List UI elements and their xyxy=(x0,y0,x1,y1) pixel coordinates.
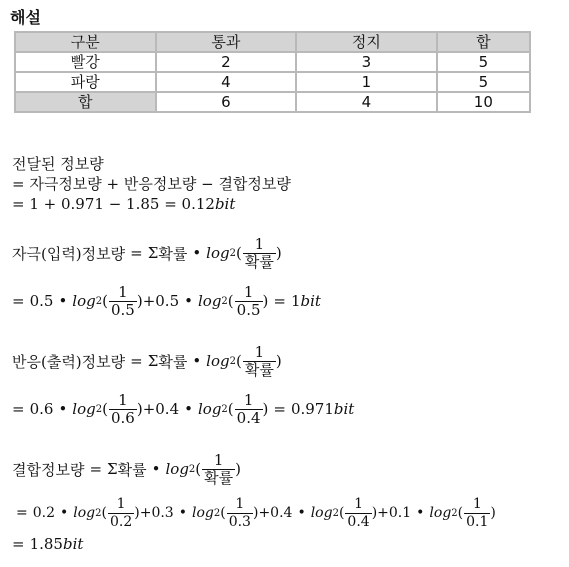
fraction-numerator: 1 xyxy=(118,282,128,301)
table-cell: 2 xyxy=(157,53,296,71)
coefficient: 0.3 xyxy=(151,505,174,521)
table-cell: 파랑 xyxy=(16,73,155,91)
header-cell: 합 xyxy=(438,33,529,51)
dot-operator: • xyxy=(192,352,202,370)
fraction-numerator: 1 xyxy=(213,450,224,469)
table-cell: 합 xyxy=(16,93,155,111)
log-function: log xyxy=(197,400,222,418)
fraction xyxy=(108,496,134,531)
fraction-denominator: 0.1 xyxy=(466,513,489,530)
dot-operator: • xyxy=(58,292,68,310)
left-paren: ( xyxy=(220,505,226,521)
fraction xyxy=(345,496,371,531)
response-info-block xyxy=(12,340,354,430)
table-cell: 4 xyxy=(297,93,436,111)
table-cell: 3 xyxy=(297,53,436,71)
left-paren: ( xyxy=(235,352,242,370)
left-paren: ( xyxy=(102,400,108,418)
coefficient: 0.6 xyxy=(29,400,54,418)
dot-operator: • xyxy=(60,505,69,521)
fraction-numerator: 1 xyxy=(254,342,265,361)
dot-operator: • xyxy=(178,505,187,521)
table-cell: 5 xyxy=(438,53,529,71)
plus-sign: + xyxy=(377,505,389,521)
log-function: log xyxy=(429,505,452,521)
log-function: log xyxy=(206,244,230,262)
log-base: 2 xyxy=(229,355,236,367)
response-label: 반응(출력)정보량 xyxy=(12,352,126,371)
fraction xyxy=(227,496,253,531)
left-paren: ( xyxy=(102,292,108,310)
log-base: 2 xyxy=(95,403,103,415)
bit-unit: bit xyxy=(333,400,355,418)
equals-sign: = xyxy=(12,400,25,418)
left-paren: ( xyxy=(101,505,107,521)
stimulus-calc-line xyxy=(12,280,321,322)
fraction-denominator: 0.4 xyxy=(347,513,370,530)
right-paren: ) xyxy=(275,244,282,262)
log-base: 2 xyxy=(221,403,228,415)
coefficient: 0.4 xyxy=(155,400,180,418)
plus-sign: + xyxy=(258,505,271,521)
transmitted-info-title: 전달된 정보량 xyxy=(12,155,104,173)
dot-operator: • xyxy=(184,400,193,418)
joint-calc-line xyxy=(16,492,496,534)
stimulus-info-block xyxy=(12,232,321,322)
dot-operator: • xyxy=(192,244,202,262)
right-paren: ) xyxy=(275,352,282,370)
response-result: 0.971 xyxy=(290,400,334,418)
fraction-denominator: 0.5 xyxy=(236,300,261,319)
fraction-denominator: 확률 xyxy=(244,252,274,271)
transmitted-info-calc: = 1 + 0.971 − 1.85 = 0.12 xyxy=(12,195,215,213)
dot-operator: • xyxy=(151,460,161,478)
left-paren: ( xyxy=(227,292,234,310)
probability-label: 확률 xyxy=(158,244,188,263)
fraction xyxy=(235,284,263,319)
fraction-denominator: 0.5 xyxy=(110,300,135,319)
log-function: log xyxy=(72,400,96,418)
coefficient: 0.5 xyxy=(155,292,180,310)
plus-sign: + xyxy=(142,292,156,310)
right-paren: ) xyxy=(262,400,269,418)
stimulus-result: 1 xyxy=(290,292,301,310)
right-paren: ) xyxy=(262,292,269,310)
log-function: log xyxy=(197,292,222,310)
joint-info-block xyxy=(12,448,496,554)
joint-result-line xyxy=(12,534,496,554)
sigma-symbol: Σ xyxy=(107,460,118,478)
header-cell: 통과 xyxy=(157,33,296,51)
data-table xyxy=(14,31,531,113)
fraction xyxy=(243,344,276,379)
joint-result: 1.85 xyxy=(29,535,63,553)
log-base: 2 xyxy=(188,463,196,475)
table-row xyxy=(16,93,529,111)
sigma-symbol: Σ xyxy=(147,352,159,370)
log-base: 2 xyxy=(95,295,103,307)
fraction-numerator: 1 xyxy=(235,495,245,512)
equals-sign: = xyxy=(130,244,143,262)
equals-sign: = xyxy=(12,535,25,553)
log-function: log xyxy=(72,292,96,310)
stimulus-label: 자극(입력)정보량 xyxy=(12,244,126,263)
fraction-denominator: 확률 xyxy=(204,468,234,487)
header-cell: 구분 xyxy=(16,33,155,51)
probability-label: 확률 xyxy=(158,352,188,371)
equals-sign: = xyxy=(130,352,143,370)
joint-formula-line xyxy=(12,448,496,490)
fraction xyxy=(235,392,263,427)
fraction-numerator: 1 xyxy=(243,390,254,409)
bit-unit: bit xyxy=(62,535,84,553)
fraction-denominator: 0.6 xyxy=(110,408,135,427)
fraction xyxy=(202,452,235,487)
fraction xyxy=(109,284,137,319)
transmitted-info-block xyxy=(12,154,291,214)
log-base: 2 xyxy=(451,507,458,519)
fraction xyxy=(109,392,137,427)
equals-sign: = xyxy=(273,292,286,310)
fraction xyxy=(243,236,276,271)
equals-sign: = xyxy=(16,505,28,521)
table-cell: 6 xyxy=(157,93,296,111)
log-base: 2 xyxy=(332,507,339,519)
fraction xyxy=(464,496,490,531)
table-cell: 10 xyxy=(438,93,529,111)
log-base: 2 xyxy=(213,507,221,519)
joint-label: 결합정보량 xyxy=(12,460,85,479)
log-base: 2 xyxy=(95,507,102,519)
dot-operator: • xyxy=(297,505,306,521)
fraction-denominator: 0.4 xyxy=(236,408,261,427)
log-function: log xyxy=(165,460,189,478)
plus-sign: + xyxy=(142,400,156,418)
sigma-symbol: Σ xyxy=(147,244,159,262)
left-paren: ( xyxy=(457,505,464,521)
response-formula-line xyxy=(12,340,354,382)
response-calc-line xyxy=(12,388,354,430)
right-paren: ) xyxy=(490,505,496,521)
dot-operator: • xyxy=(58,400,68,418)
coefficient: 0.4 xyxy=(270,505,293,521)
coefficient: 0.2 xyxy=(32,505,55,521)
table-row xyxy=(16,53,529,71)
coefficient: 0.1 xyxy=(388,505,412,521)
log-function: log xyxy=(206,352,230,370)
transmitted-info-formula: = 자극정보량 + 반응정보량 − 결합정보량 xyxy=(12,175,291,193)
left-paren: ( xyxy=(235,244,242,262)
equals-sign: = xyxy=(273,400,286,418)
fraction-denominator: 0.3 xyxy=(228,513,251,530)
fraction-numerator: 1 xyxy=(116,495,126,512)
section-title: 해설 xyxy=(10,8,41,27)
fraction-numerator: 1 xyxy=(354,495,364,512)
table-cell: 빨강 xyxy=(16,53,155,71)
left-paren: ( xyxy=(227,400,234,418)
right-paren: ) xyxy=(136,400,143,418)
table-cell: 5 xyxy=(438,73,529,91)
right-paren: ) xyxy=(134,505,140,521)
table-header-row xyxy=(16,33,529,51)
table-row xyxy=(16,73,529,91)
equals-sign: = xyxy=(89,460,103,478)
right-paren: ) xyxy=(136,292,143,310)
right-paren: ) xyxy=(371,505,378,521)
bit-unit: bit xyxy=(214,195,236,213)
fraction-denominator: 확률 xyxy=(244,360,274,379)
probability-label: 확률 xyxy=(117,460,147,479)
fraction-numerator: 1 xyxy=(243,282,254,301)
table-cell: 1 xyxy=(297,73,436,91)
log-base: 2 xyxy=(229,247,236,259)
plus-sign: + xyxy=(139,505,152,521)
dot-operator: • xyxy=(184,292,193,310)
stimulus-formula-line xyxy=(12,232,321,274)
bit-unit: bit xyxy=(300,292,321,310)
log-base: 2 xyxy=(221,295,228,307)
fraction-numerator: 1 xyxy=(472,495,482,512)
right-paren: ) xyxy=(235,460,241,478)
dot-operator: • xyxy=(416,505,425,521)
right-paren: ) xyxy=(252,505,259,521)
fraction-denominator: 0.2 xyxy=(109,513,133,530)
table-cell: 4 xyxy=(157,73,296,91)
coefficient: 0.5 xyxy=(29,292,54,310)
fraction-numerator: 1 xyxy=(118,390,128,409)
log-function: log xyxy=(310,505,333,521)
log-function: log xyxy=(191,505,214,521)
log-function: log xyxy=(73,505,96,521)
fraction-numerator: 1 xyxy=(254,234,265,253)
header-cell: 정지 xyxy=(297,33,436,51)
transmitted-info-result xyxy=(12,194,291,214)
left-paren: ( xyxy=(195,460,202,478)
left-paren: ( xyxy=(338,505,345,521)
equals-sign: = xyxy=(12,292,25,310)
